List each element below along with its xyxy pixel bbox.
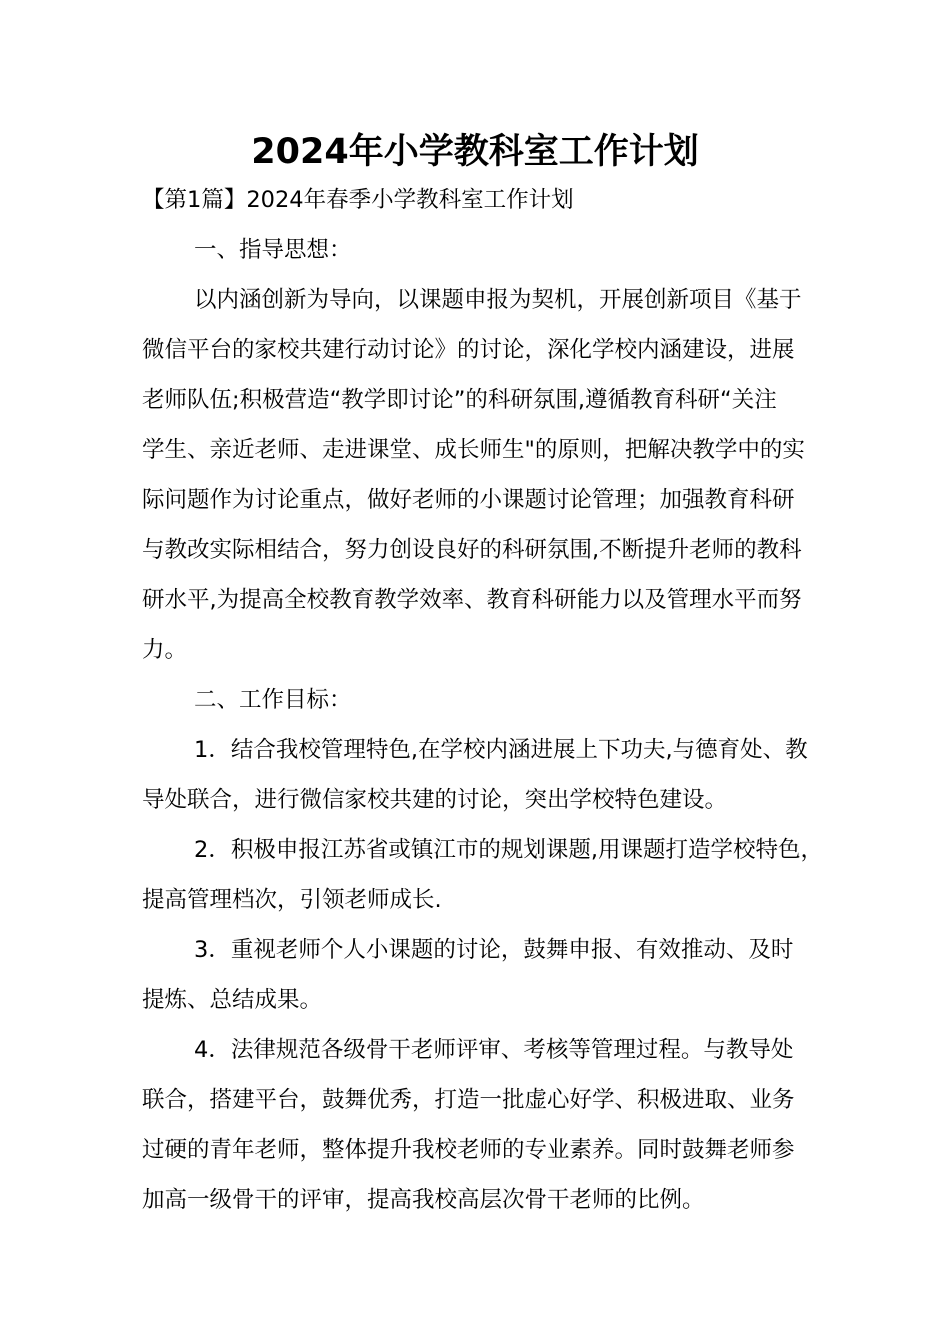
paragraph-line: 微信平台的家校共建行动讨论》的讨论，深化学校内涵建设，进展 bbox=[142, 337, 795, 363]
list-item-line: 1．结合我校管理特色,在学校内涵进展上下功夫,与德育处、教 bbox=[194, 737, 808, 763]
document-subtitle: 【第1篇】2024年春季小学教科室工作计划 bbox=[142, 187, 574, 213]
list-item-line: 提高管理档次，引领老师成长. bbox=[142, 887, 442, 913]
list-item-line: 过硬的青年老师，整体提升我校老师的专业素养。同时鼓舞老师参 bbox=[142, 1137, 795, 1163]
paragraph-line: 际问题作为讨论重点，做好老师的小课题讨论管理；加强教育科研 bbox=[142, 487, 795, 513]
list-item-line: 联合，搭建平台，鼓舞优秀，打造一批虚心好学、积极进取、业务 bbox=[142, 1087, 795, 1113]
paragraph-line: 老师队伍;积极营造“教学即讨论”的科研氛围,遵循教育科研“关注 bbox=[142, 387, 777, 413]
paragraph-line: 与教改实际相结合，努力创设良好的科研氛围,不断提升老师的教科 bbox=[142, 537, 802, 563]
list-item-line: 4．法律规范各级骨干老师评审、考核等管理过程。与教导处 bbox=[194, 1037, 794, 1063]
list-item-line: 提炼、总结成果。 bbox=[142, 987, 323, 1013]
list-item-line: 2．积极申报江苏省或镇江市的规划课题,用课题打造学校特色， bbox=[194, 837, 823, 863]
list-item-line: 导处联合，进行微信家校共建的讨论，突出学校特色建设。 bbox=[142, 787, 728, 813]
document-title: 2024年小学教科室工作计划 bbox=[251, 132, 699, 172]
paragraph-line: 研水平,为提高全校教育教学效率、教育科研能力以及管理水平而努 bbox=[142, 587, 802, 613]
paragraph-line: 以内涵创新为导向，以课题申报为契机，开展创新项目《基于 bbox=[194, 287, 802, 313]
list-item-line: 加高一级骨干的评审，提高我校高层次骨干老师的比例。 bbox=[142, 1187, 705, 1213]
section-heading-work-goals: 二、工作目标： bbox=[194, 687, 352, 713]
paragraph-line: 学生、亲近老师、走进课堂、成长师生"的原则，把解决教学中的实 bbox=[142, 437, 805, 463]
section-heading-guiding-ideology: 一、指导思想： bbox=[194, 237, 352, 263]
paragraph-line: 力。 bbox=[142, 637, 188, 663]
list-item-line: 3．重视老师个人小课题的讨论，鼓舞申报、有效推动、及时 bbox=[194, 937, 794, 963]
